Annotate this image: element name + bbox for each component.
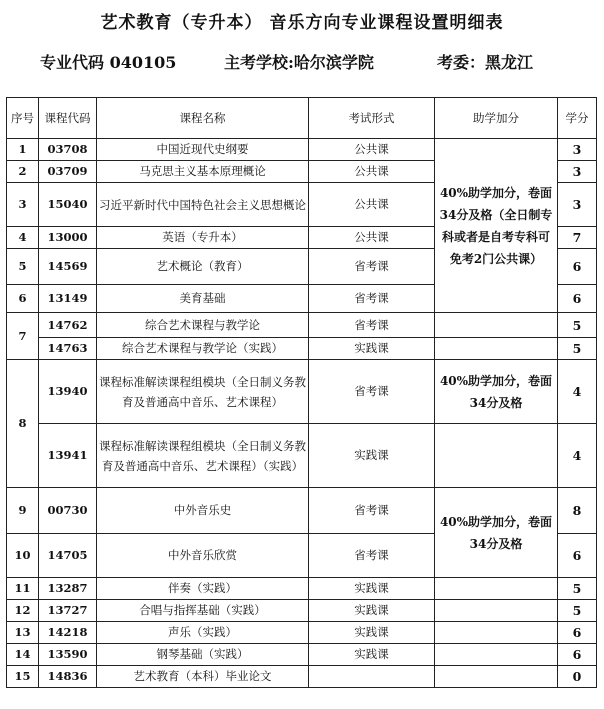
cell-name: 课程标准解读课程组模块（全日制义务教育及普通高中音乐、艺术课程） (97, 360, 309, 424)
table-row (7, 360, 597, 424)
cell-name: 课程标准解读课程组模块（全日制义务教育及普通高中音乐、艺术课程）（实践） (97, 424, 309, 488)
cell-code: 14218 (39, 622, 97, 644)
cell-aid-empty (435, 644, 558, 666)
cell-seq: 9 (7, 488, 39, 534)
cell-seq: 10 (7, 534, 39, 578)
cell-credit: 7 (558, 227, 597, 249)
cell-name: 合唱与指挥基础（实践） (97, 600, 309, 622)
major-code-label: 专业代码 040105 (40, 53, 177, 72)
cell-code: 13590 (39, 644, 97, 666)
cell-exam: 实践课 (309, 600, 435, 622)
cell-seq: 8 (7, 360, 39, 488)
cell-credit: 5 (558, 313, 597, 338)
table-row (7, 622, 597, 644)
cell-name: 美育基础 (97, 285, 309, 313)
header-credit: 学分 (558, 98, 597, 139)
cell-aid-empty (435, 578, 558, 600)
cell-exam: 实践课 (309, 622, 435, 644)
header-name: 课程名称 (97, 98, 309, 139)
course-table (6, 97, 597, 688)
cell-exam: 省考课 (309, 534, 435, 578)
header-exam: 考试形式 (309, 98, 435, 139)
cell-credit: 5 (558, 338, 597, 360)
cell-seq: 15 (7, 666, 39, 688)
cell-name: 艺术概论（教育） (97, 249, 309, 285)
cell-exam: 公共课 (309, 139, 435, 161)
exam-committee-label: 考委：黑龙江 (437, 53, 534, 72)
cell-seq: 5 (7, 249, 39, 285)
cell-code: 03709 (39, 161, 97, 183)
cell-seq: 6 (7, 285, 39, 313)
cell-code: 00730 (39, 488, 97, 534)
table-row (7, 338, 597, 360)
cell-name: 中外音乐欣赏 (97, 534, 309, 578)
header-seq: 序号 (7, 98, 39, 139)
cell-credit: 4 (558, 424, 597, 488)
table-row (7, 578, 597, 600)
cell-name: 英语（专升本） (97, 227, 309, 249)
cell-aid-empty (435, 338, 558, 360)
cell-code: 14836 (39, 666, 97, 688)
cell-credit: 5 (558, 578, 597, 600)
cell-seq: 13 (7, 622, 39, 644)
cell-seq: 3 (7, 183, 39, 227)
cell-seq: 7 (7, 313, 39, 360)
aid-note-group1: 40%助学加分，卷面34分及格（全日制专科或者是自考专科可免考2门公共课） (435, 139, 558, 313)
cell-name: 声乐（实践） (97, 622, 309, 644)
cell-credit: 6 (558, 644, 597, 666)
cell-code: 13940 (39, 360, 97, 424)
cell-exam: 公共课 (309, 227, 435, 249)
table-row (7, 600, 597, 622)
cell-name: 习近平新时代中国特色社会主义思想概论 (97, 183, 309, 227)
cell-code: 14705 (39, 534, 97, 578)
cell-credit: 4 (558, 360, 597, 424)
cell-exam: 省考课 (309, 285, 435, 313)
cell-exam: 省考课 (309, 313, 435, 338)
cell-exam: 实践课 (309, 578, 435, 600)
cell-credit: 8 (558, 488, 597, 534)
cell-exam: 公共课 (309, 161, 435, 183)
cell-aid-empty (435, 600, 558, 622)
cell-aid-empty (435, 622, 558, 644)
cell-credit: 3 (558, 183, 597, 227)
header-aid: 助学加分 (435, 98, 558, 139)
cell-credit: 0 (558, 666, 597, 688)
cell-name: 马克思主义基本原理概论 (97, 161, 309, 183)
cell-seq: 12 (7, 600, 39, 622)
table-row (7, 488, 597, 534)
cell-name: 中外音乐史 (97, 488, 309, 534)
cell-seq: 1 (7, 139, 39, 161)
cell-credit: 6 (558, 534, 597, 578)
page-title: 艺术教育（专升本） 音乐方向专业课程设置明细表 (100, 13, 504, 33)
cell-exam: 省考课 (309, 488, 435, 534)
cell-name: 艺术教育（本科）毕业论文 (97, 666, 309, 688)
exam-school-label: 主考学校:哈尔滨学院 (224, 53, 374, 72)
cell-name: 综合艺术课程与教学论 (97, 313, 309, 338)
aid-note-group3: 40%助学加分，卷面34分及格 (435, 488, 558, 578)
cell-code: 13000 (39, 227, 97, 249)
header-code: 课程代码 (39, 98, 97, 139)
cell-exam: 省考课 (309, 360, 435, 424)
cell-code: 14569 (39, 249, 97, 285)
cell-credit: 3 (558, 161, 597, 183)
cell-seq: 11 (7, 578, 39, 600)
cell-exam: 省考课 (309, 249, 435, 285)
cell-credit: 6 (558, 249, 597, 285)
cell-name: 中国近现代史纲要 (97, 139, 309, 161)
cell-code: 14763 (39, 338, 97, 360)
table-row (7, 139, 597, 161)
cell-name: 伴奏（实践） (97, 578, 309, 600)
cell-code: 15040 (39, 183, 97, 227)
table-row (7, 424, 597, 488)
cell-seq: 2 (7, 161, 39, 183)
cell-credit: 3 (558, 139, 597, 161)
cell-code: 13287 (39, 578, 97, 600)
cell-credit: 6 (558, 285, 597, 313)
cell-exam: 公共课 (309, 183, 435, 227)
table-header-row (7, 98, 597, 139)
cell-aid-empty (435, 313, 558, 338)
cell-seq: 14 (7, 644, 39, 666)
cell-exam: 实践课 (309, 424, 435, 488)
aid-note-group2: 40%助学加分，卷面34分及格 (435, 360, 558, 424)
cell-code: 13727 (39, 600, 97, 622)
cell-code: 13149 (39, 285, 97, 313)
cell-exam: 实践课 (309, 644, 435, 666)
cell-code: 03708 (39, 139, 97, 161)
cell-credit: 5 (558, 600, 597, 622)
table-row (7, 313, 597, 338)
cell-aid-empty (435, 666, 558, 688)
cell-exam (309, 666, 435, 688)
cell-name: 综合艺术课程与教学论（实践） (97, 338, 309, 360)
table-row (7, 644, 597, 666)
cell-seq: 4 (7, 227, 39, 249)
cell-aid-empty (435, 424, 558, 488)
cell-exam: 实践课 (309, 338, 435, 360)
cell-code: 13941 (39, 424, 97, 488)
cell-name: 钢琴基础（实践） (97, 644, 309, 666)
table-row (7, 666, 597, 688)
cell-credit: 6 (558, 622, 597, 644)
cell-code: 14762 (39, 313, 97, 338)
